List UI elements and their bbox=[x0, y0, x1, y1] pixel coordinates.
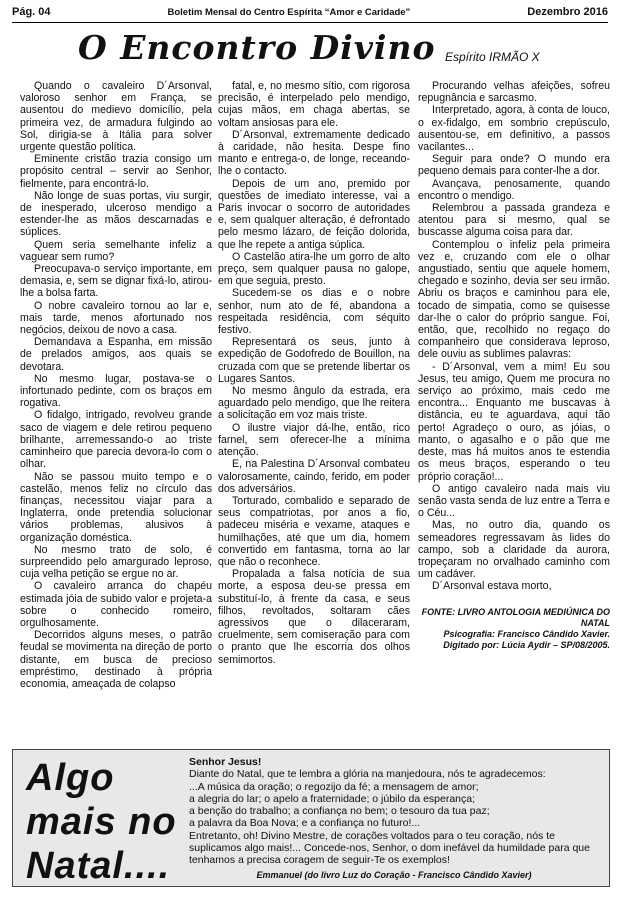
article-paragraph: Sucedem-se os dias e o nobre senhor, num ato de fé, abandona a respeitada residência, com séquito festivo. bbox=[218, 287, 410, 337]
issue-date: Dezembro 2016 bbox=[527, 6, 608, 18]
page-number: Pág. 04 bbox=[12, 6, 51, 18]
article-sources bbox=[418, 607, 610, 651]
article-paragraph: fatal, e, no mesmo sítio, com rigorosa precisão, é interpelado pelo mendigo, cujas mãos, em chaga abertas, se voltam ansiosas para ele. bbox=[218, 80, 410, 129]
article-paragraph: O antigo cavaleiro nada mais viu senão vasta senda de luz entre a Terra e o Céu... bbox=[418, 482, 610, 520]
article-column-1 bbox=[20, 80, 212, 690]
big-title-line: mais no bbox=[26, 801, 177, 843]
prayer-line: Diante do Natal, que te lembra a glória na manjedoura, nós te agradecemos: bbox=[189, 768, 546, 781]
page-header bbox=[12, 5, 608, 19]
prayer-line: a benção do trabalho; a confiança no bem; o tesouro da tua paz; bbox=[189, 805, 490, 818]
prayer-line: ...A música da oração; o regozijo da fé; a mensagem de amor; bbox=[189, 780, 479, 793]
box-big-title bbox=[26, 756, 186, 888]
prayer-heading: Senhor Jesus! bbox=[189, 756, 262, 768]
header-divider bbox=[12, 22, 608, 23]
big-title-line: Algo bbox=[26, 757, 115, 799]
article-paragraph: Avançava, penosamente, quando encontro o mendigo. bbox=[418, 177, 610, 202]
article-paragraph: Eminente cristão trazia consigo um propósito central – servir ao Senhor, fielmente, para encontrá-lo. bbox=[20, 153, 212, 190]
big-title-line: Natal.... bbox=[26, 845, 171, 887]
article-title: O Encontro Divino bbox=[78, 28, 436, 67]
article-paragraph: No mesmo trato de solo, é surpreendido pelo amargurado leproso, cuja velha petição se ergue no ar. bbox=[20, 543, 212, 581]
article-paragraph: Propalada a falsa notícia de sua morte, a esposa deu-se pressa em substituí-lo, à frente da casa, e seus filhos, revoltados, soltaram cães agressivos que o dilaceraram, cruelmente, sem comiseração para com o pranto que lhe escorria dos olhos semimortos. bbox=[218, 568, 410, 666]
article-paragraph: D´Arsonval estava morto, bbox=[432, 580, 552, 593]
typed-by-line: Digitado por: Lúcia Aydir – SP/08/2005. bbox=[443, 639, 610, 650]
article-paragraph: Relembrou a passada grandeza e atentou para si mesmo, qual se buscasse alguma coisa para dar. bbox=[418, 202, 610, 239]
article-paragraph: No mesmo ângulo da estrada, era aguardado pelo mendigo, que lhe reitera a solicitação em voz mais triste. bbox=[218, 385, 410, 422]
article-paragraph: Quando o cavaleiro D´Arsonval, valoroso senhor em França, se ausentou do medievo domicílio, pela primeira vez, de armadura fulgindo ao Sol, dirigia-se à Itália para solver urgente questão política. bbox=[20, 80, 212, 154]
article-paragraph: Depois de um ano, premido por questões de imediato interesse, vai a Paris invocar o socorro de autoridades e, sem qualquer alteração, é defrontado pelo mesmo lázaro, de feição dolorida, que lhe repete a antiga súplica. bbox=[218, 177, 410, 251]
prayer-signature: Emmanuel (do livro Luz do Coração - Francisco Cândido Xavier) bbox=[256, 869, 532, 880]
article-paragraph: Procurando velhas afeições, sofreu repugnância e sarcasmo. bbox=[418, 80, 610, 105]
article-paragraph: Seguir para onde? O mundo era pequeno demais para conter-lhe a dor. bbox=[418, 153, 610, 178]
article-paragraph: - D´Arsonval, vem a mim! Eu sou Jesus, teu amigo, Quem me procura no serviço ao próximo, mais cedo me encontra... Enquanto me buscavas à distância, eu te aguardava, aqui tão perto! Agradeço o ouro, as jóias, o manto, o agasalho e o pão que me deste, mas há muitos anos te estendia os meus braços, esperando o teu próprio coração!... bbox=[418, 360, 610, 483]
article-paragraph: Contemplou o infeliz pela primeira vez e, cruzando com ele o olhar angustiado, sentiu que aquele homem, chegado e sozinho, devia ser seu irmão. Abriu os braços e caminhou para ele, tocado de simpatia, como se quisesse dar-lhe o calor do próprio sangue. Foi, então, que, recolhido no regaço do companheiro que considerava leproso, dele ouviu as sublimes palavras: bbox=[418, 238, 610, 361]
prayer-line: a alegria do lar; o apelo a fraternidade; o júbilo da esperança; bbox=[189, 792, 476, 805]
article-paragraph: Representará os seus, junto à expedição de Godofredo de Bouillon, na cruzada com que se pretende libertar os Lugares Santos. bbox=[218, 336, 410, 385]
article-paragraph: Interpretado, agora, à conta de louco, o ex-fidalgo, em sombrio crepúsculo, ausentou-se, em definitivo, a passos vacilantes... bbox=[418, 104, 610, 154]
article-author: Espírito IRMÃO X bbox=[445, 50, 540, 64]
article-column-2 bbox=[218, 80, 410, 666]
prayer-text bbox=[189, 756, 599, 881]
prayer-line: Entretanto, oh! Divino Mestre, de corações voltados para o teu coração, nós te suplicamos algo mais!... Concede-nos, Senhor, o dom inefável da humildade para que tenhamos a precisa coragem de seguir-Te os exemplos! bbox=[189, 829, 590, 867]
article-paragraph: Decorridos alguns meses, o patrão feudal se movimenta na direção de porto distante, em busca de precioso empréstimo, destinado à própria economia, ameaçada de colapso bbox=[20, 629, 212, 690]
article-paragraph: O Castelão atira-lhe um gorro de alto preço, sem qualquer pausa no galope, em que seguia, presto. bbox=[218, 250, 410, 288]
article-paragraph: Demandava a Espanha, em missão de prelados amigos, aos quais se devotara. bbox=[20, 336, 212, 373]
article-paragraph: O nobre cavaleiro tornou ao lar e, mais tarde, menos afortunado nos negócios, deixou de novo a casa. bbox=[20, 299, 212, 337]
article-paragraph: O cavaleiro arranca do chapéu estimada jóia de subido valor e projeta-a sobre o conhecido romeiro, orgulhosamente. bbox=[20, 580, 212, 629]
article-column-3 bbox=[418, 80, 610, 651]
psychography-line: Psicografia: Francisco Cândido Xavier. bbox=[443, 628, 610, 639]
article-paragraph: Quem seria semelhante infeliz a vaguear sem rumo? bbox=[20, 238, 212, 263]
article-paragraph: Preocupava-o serviço importante, em demasia, e, sem se dignar fixá-lo, atirou-lhe a bolsa farta. bbox=[20, 263, 212, 300]
bulletin-name: Boletim Mensal do Centro Espírita “Amor e Caridade” bbox=[167, 6, 411, 18]
article-paragraph: D´Arsonval, extremamente dedicado à caridade, não hesita. Despe fino manto e entrega-o, de longe, receando-lhe o contacto. bbox=[218, 128, 410, 178]
christmas-prayer-box bbox=[12, 749, 610, 887]
article-paragraph: E, na Palestina D´Arsonval combateu valorosamente, caindo, ferido, em poder dos adversários. bbox=[218, 458, 410, 495]
article-paragraph: Não longe de suas portas, viu surgir, de inesperado, ulceroso mendigo a estender-lhe as mãos descarnadas e súplices. bbox=[20, 189, 212, 239]
article-paragraph: Não se passou muito tempo e o castelão, menos feliz no círculo das finanças, necessitou viajar para a Inglaterra, onde pretendia solucionar vários problemas, alusivos à organização doméstica. bbox=[20, 470, 212, 544]
article-paragraph: O ilustre viajor dá-lhe, então, rico farnel, sem oferecer-lhe a mínima atenção. bbox=[218, 421, 410, 459]
article-paragraph: No mesmo lugar, postava-se o infortunado pedinte, com os braços em rogativa. bbox=[20, 372, 212, 410]
article-paragraph: O fidalgo, intrigado, revolveu grande saco de viagem e dele retirou pequeno brilhante, arremessando-o ao triste caminheiro que parecia devora-lo com o olhar. bbox=[20, 409, 212, 471]
prayer-line: a palavra da Boa Nova; e a confiança no futuro!... bbox=[189, 817, 421, 830]
source-line: FONTE: LIVRO ANTOLOGIA MEDIÚNICA DO NATAL bbox=[421, 606, 610, 628]
article-paragraph: Mas, no outro dia, quando os semeadores regressavam às lides do campo, sob a claridade da aurora, tropeçaram no orvalhado caminho com um cadáver. bbox=[418, 519, 610, 581]
article-paragraph: Torturado, combalido e separado de seus compatriotas, por anos a fio, padeceu miséria e vexame, ataques e humilhações, até que um dia, homem convertido em fantasma, torna ao lar que não o reconhece. bbox=[218, 494, 410, 568]
